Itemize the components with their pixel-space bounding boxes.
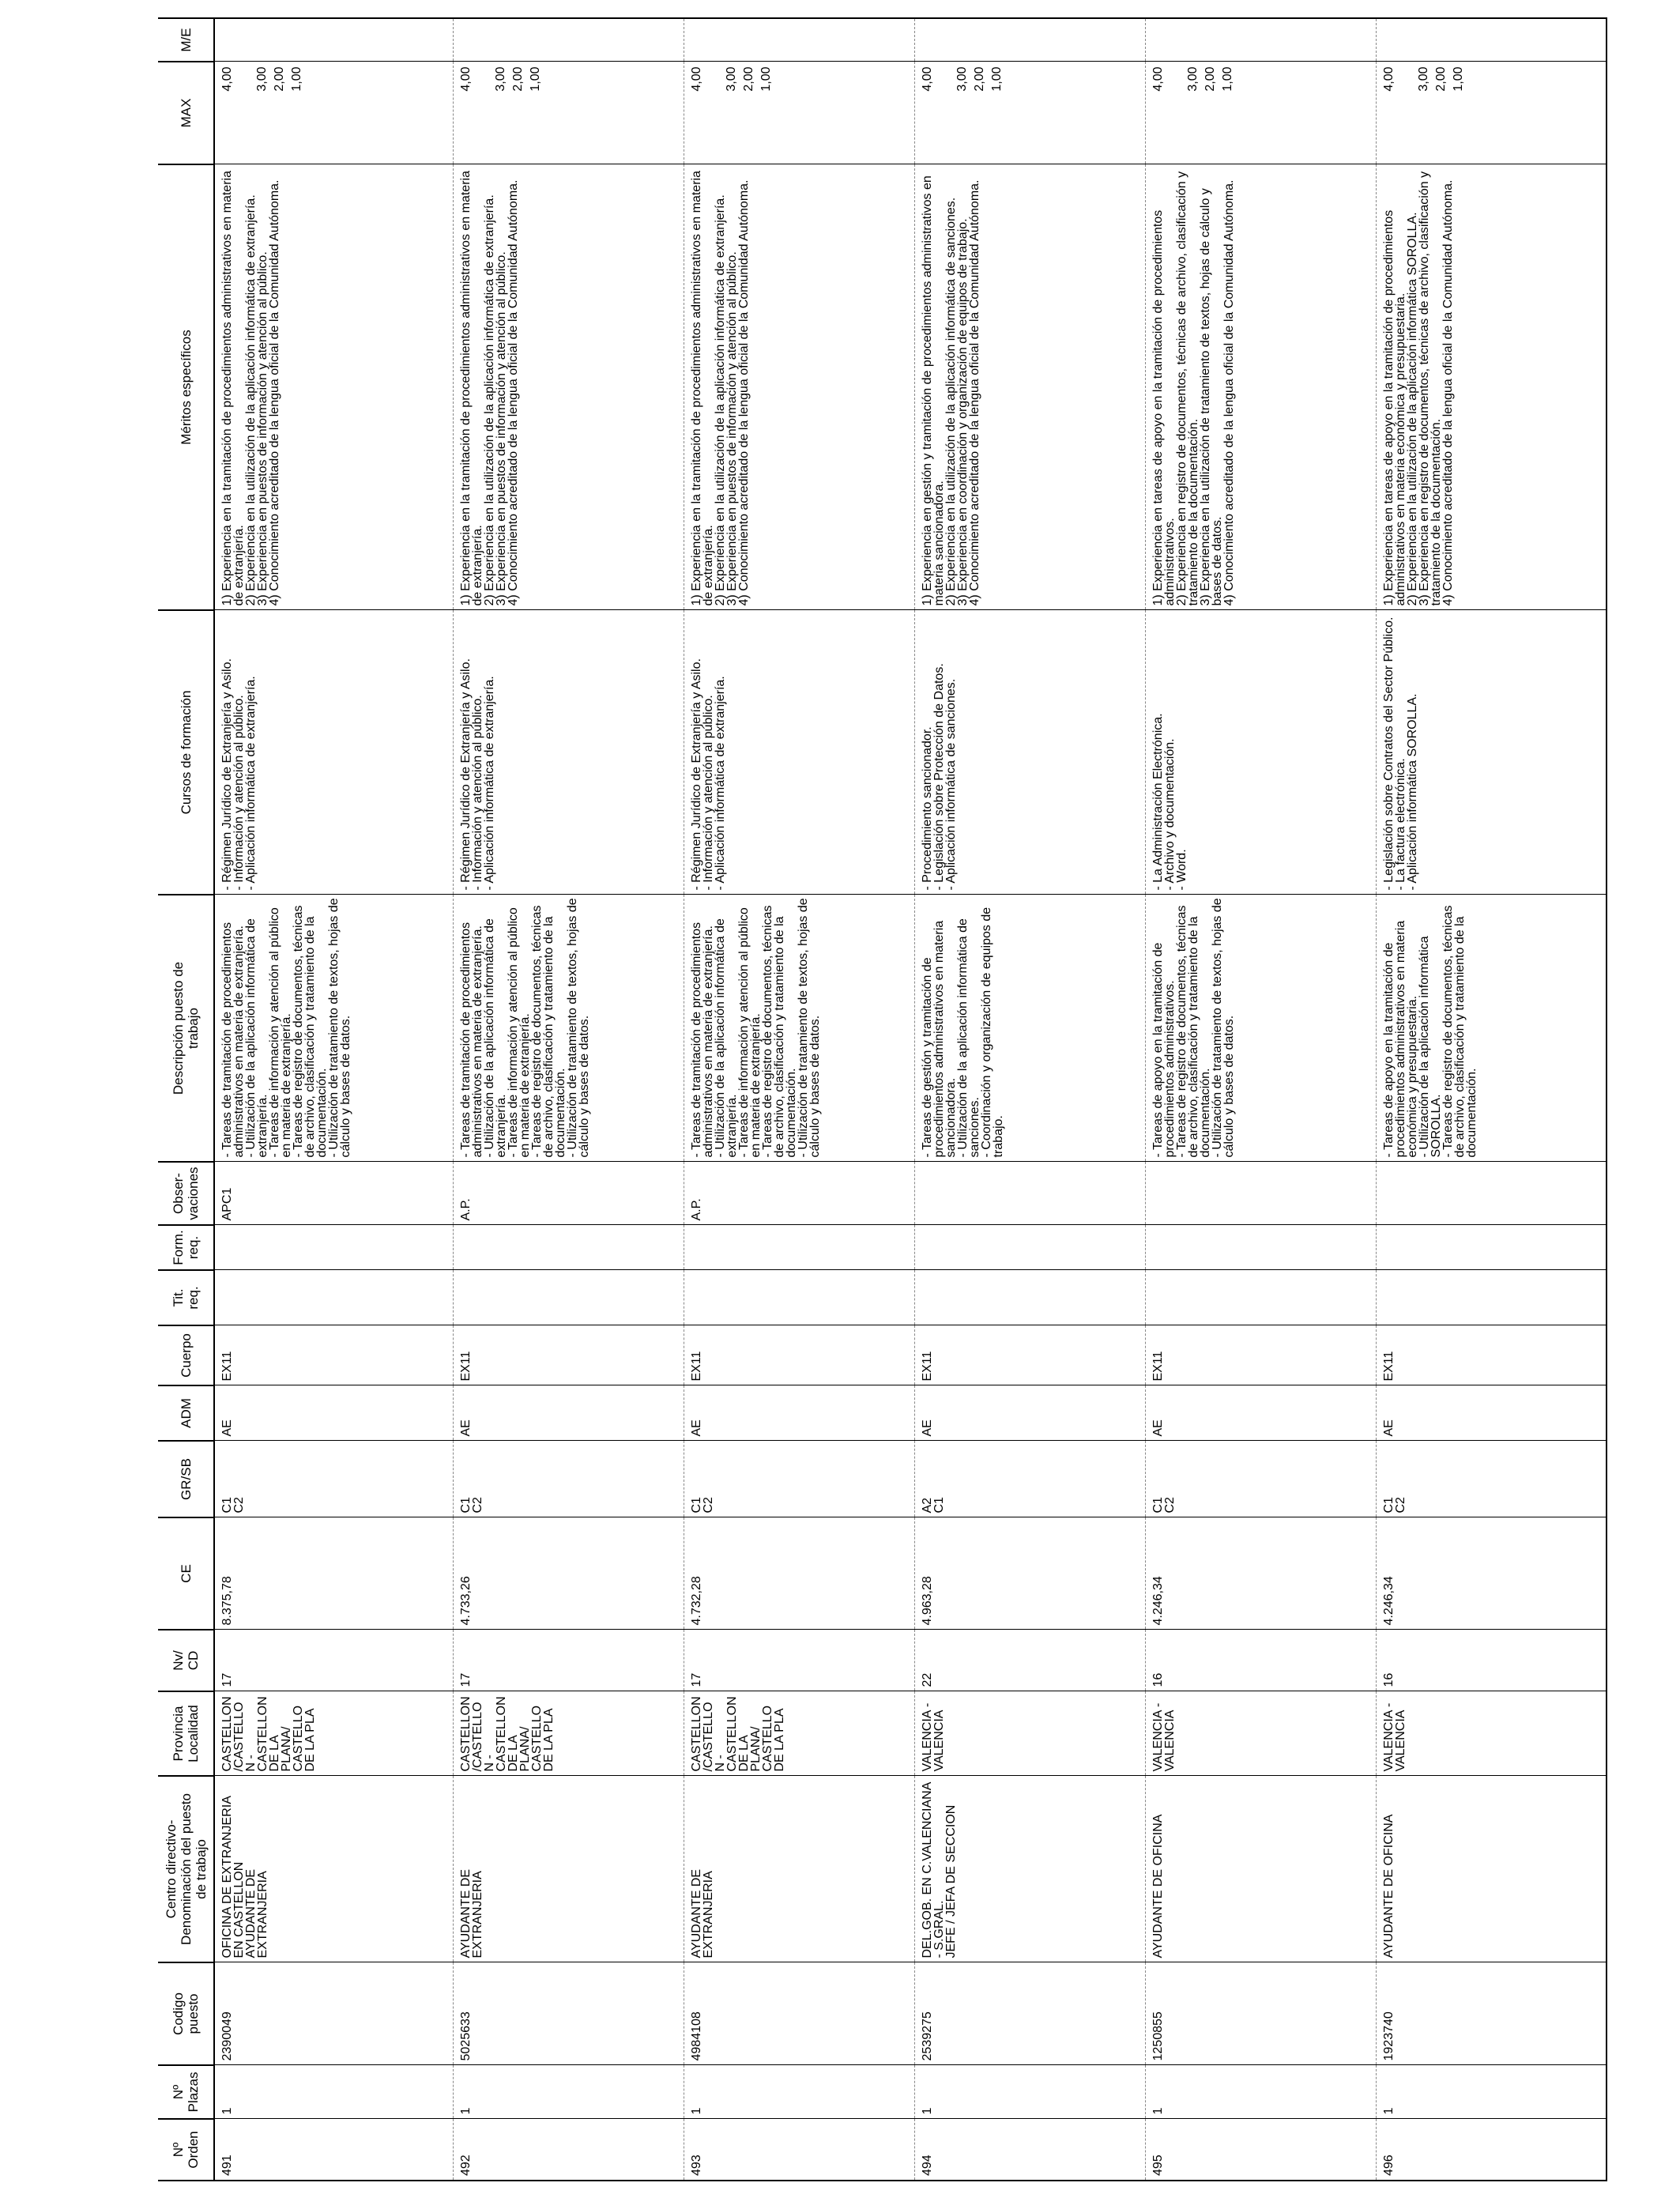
cell-nivel: 22 xyxy=(914,1630,1145,1691)
cell-nivel: 16 xyxy=(1145,1630,1376,1691)
cell-adm: AE xyxy=(1145,1385,1376,1441)
cell-max xyxy=(684,62,914,164)
cell-grsb: C1 C2 xyxy=(1145,1441,1376,1517)
cell-max xyxy=(1145,62,1376,164)
cell-cursos: - Régimen Jurídico de Extranjería y Asilo. - Información y atención al público. - Aplicación informática de extranjería. xyxy=(684,610,914,895)
cell-orden: 493 xyxy=(684,2119,914,2181)
cell-nivel: 17 xyxy=(684,1630,914,1691)
cell-form xyxy=(1145,1225,1376,1270)
cell-descripcion: - Tareas de tramitación de procedimientos administrativos en materia de extranjería. - Utilización de la aplicación informática de extranjería. - Tareas de información y atención al público en materia de extranjería. - Tareas de registro de documentos, técnicas de archivo, clasificación y tratamiento de la documentación. - Utilización de tratamiento de textos, hojas de cálculo y bases de datos. xyxy=(684,895,914,1162)
cell-plazas: 1 xyxy=(1145,2065,1376,2119)
cell-obs xyxy=(1376,1162,1607,1225)
cell-max xyxy=(214,62,453,164)
cell-max xyxy=(914,62,1145,164)
cell-descripcion: - Tareas de apoyo en la tramitación de procedimientos administrativos. - Tareas de registro de documentos, técnicas de archivo, clasificación y tratamiento de la documentación. - Utilización de tratamiento de textos, hojas de cálculo y bases de datos. xyxy=(1145,895,1376,1162)
cell-centro: AYUDANTE DE OFICINA xyxy=(1145,1776,1376,1962)
header-row xyxy=(158,18,214,2181)
cell-meritos: 1) Experiencia en tareas de apoyo en la tramitación de procedimientos administrativos. 2) Experiencia en registro de documentos, técnicas de archivo, clasificación y tratamiento de la documentación. 3) Experiencia en la utilización de tratamiento de textos, hojas de cálculo y bases de datos. 4) Conocimiento acreditado de la lengua oficial de la Comunidad Autónoma. xyxy=(1145,164,1376,610)
header-codigo: Codigo puesto xyxy=(158,1962,214,2065)
cell-meritos: 1) Experiencia en la tramitación de procedimientos administrativos en materia de extranjería. 2) Experiencia en la utilización de la aplicación informática de extranjería. 3) Experiencia en puestos de información y atención al público. 4) Conocimiento acreditado de la lengua oficial de la Comunidad Autónoma. xyxy=(684,164,914,610)
max-value: 2,00 xyxy=(273,66,286,92)
cell-orden: 491 xyxy=(214,2119,453,2181)
header-ce: CE xyxy=(158,1517,214,1630)
max-value: 3,00 xyxy=(724,66,738,92)
cell-cuerpo: EX11 xyxy=(1145,1325,1376,1385)
cell-cuerpo: EX11 xyxy=(1376,1325,1607,1385)
cell-plazas: 1 xyxy=(214,2065,453,2119)
cell-descripcion: - Tareas de apoyo en la tramitación de procedimientos administrativos en materia económica y presupuestaria. - Utilización de la aplicación informática SOROLLA. - Tareas de registro de documentos, técnicas de archivo, clasificación y tratamiento de la documentación. xyxy=(1376,895,1607,1162)
cell-orden: 494 xyxy=(914,2119,1145,2181)
cell-cursos: - Régimen Jurídico de Extranjería y Asilo. - Información y atención al público. - Aplicación informática de extranjería. xyxy=(453,610,684,895)
cell-provincia: VALENCIA - VALENCIA xyxy=(1145,1691,1376,1776)
cell-cursos: - La Administración Electrónica. - Archivo y documentación. - Word. xyxy=(1145,610,1376,895)
cell-tit xyxy=(453,1270,684,1325)
cell-form xyxy=(1376,1225,1607,1270)
cell-me xyxy=(1145,18,1376,62)
header-nivel: Nv/ CD xyxy=(158,1630,214,1691)
max-value: 2,00 xyxy=(510,66,525,92)
cell-me xyxy=(453,18,684,62)
max-value: 2,00 xyxy=(741,66,755,92)
cell-grsb: C1 C2 xyxy=(453,1441,684,1517)
cell-provincia: CASTELLON /CASTELLON - CASTELLON DE LA PLANA/ CASTELLO DE LA PLA xyxy=(214,1691,453,1776)
max-value: 3,00 xyxy=(1416,66,1430,92)
cell-tit xyxy=(214,1270,453,1325)
cell-adm: AE xyxy=(214,1385,453,1441)
header-cuerpo: Cuerpo xyxy=(158,1325,214,1385)
cell-ce: 8.375,78 xyxy=(214,1517,453,1630)
cell-centro: DEL.GOB. EN C.VALENCIANA - S.GRAL. JEFE / JEFA DE SECCION xyxy=(914,1776,1145,1962)
cell-form xyxy=(914,1225,1145,1270)
header-max: MAX xyxy=(158,62,214,164)
header-plazas: Nº Plazas xyxy=(158,2065,214,2119)
header-obs: Obser- vaciones xyxy=(158,1162,214,1225)
header-provincia: Provincia Localidad xyxy=(158,1691,214,1776)
max-value: 4,00 xyxy=(220,66,234,92)
cell-plazas: 1 xyxy=(453,2065,684,2119)
cell-codigo: 2390049 xyxy=(214,1962,453,2065)
cell-descripcion: - Tareas de gestión y tramitación de procedimientos administrativos en materia sancionadora. - Utilización de la aplicación informática de sanciones. - Coordinación y organización de equipos de trabajo. xyxy=(914,895,1145,1162)
cell-cursos: - Legislación sobre Contratos del Sector Público. - La factura electrónica. - Aplicación informática SOROLLA. xyxy=(1376,610,1607,895)
cell-orden: 495 xyxy=(1145,2119,1376,2181)
cell-form xyxy=(214,1225,453,1270)
cell-max xyxy=(453,62,684,164)
max-value: 1,00 xyxy=(528,66,542,92)
cell-nivel: 17 xyxy=(453,1630,684,1691)
cell-tit xyxy=(1145,1270,1376,1325)
cell-obs xyxy=(1145,1162,1376,1225)
cell-form xyxy=(684,1225,914,1270)
max-value: 4,00 xyxy=(689,66,703,92)
cell-codigo: 1250855 xyxy=(1145,1962,1376,2065)
max-value: 2,00 xyxy=(1433,66,1448,92)
cell-cuerpo: EX11 xyxy=(684,1325,914,1385)
max-value: 3,00 xyxy=(1185,66,1200,92)
header-centro: Centro directivo- Denominación del puesto de trabajo xyxy=(158,1776,214,1962)
cell-tit xyxy=(684,1270,914,1325)
max-value: 2,00 xyxy=(972,66,986,92)
cell-max xyxy=(1376,62,1607,164)
cell-cursos: - Procedimiento sancionador. - Legislación sobre Protección de Datos. - Aplicación informática de sanciones. xyxy=(914,610,1145,895)
cell-me xyxy=(1376,18,1607,62)
max-value: 3,00 xyxy=(255,66,269,92)
cell-adm: AE xyxy=(1376,1385,1607,1441)
cell-provincia: CASTELLON /CASTELLON - CASTELLON DE LA PLANA/ CASTELLO DE LA PLA xyxy=(453,1691,684,1776)
header-me: M/E xyxy=(158,18,214,62)
cell-cuerpo: EX11 xyxy=(214,1325,453,1385)
cell-adm: AE xyxy=(684,1385,914,1441)
cell-centro: AYUDANTE DE EXTRANJERIA xyxy=(453,1776,684,1962)
cell-orden: 496 xyxy=(1376,2119,1607,2181)
cell-codigo: 4984108 xyxy=(684,1962,914,2065)
cell-me xyxy=(684,18,914,62)
max-value: 2,00 xyxy=(1203,66,1217,92)
cell-nivel: 17 xyxy=(214,1630,453,1691)
cell-provincia: CASTELLON /CASTELLON - CASTELLON DE LA PLANA/ CASTELLO DE LA PLA xyxy=(684,1691,914,1776)
header-orden: Nº Orden xyxy=(158,2119,214,2181)
cell-provincia: VALENCIA - VALENCIA xyxy=(1376,1691,1607,1776)
cell-obs: APC1 xyxy=(214,1162,453,1225)
cell-ce: 4.246,34 xyxy=(1376,1517,1607,1630)
max-value: 1,00 xyxy=(1451,66,1465,92)
cell-plazas: 1 xyxy=(914,2065,1145,2119)
cell-grsb: C1 C2 xyxy=(1376,1441,1607,1517)
max-value: 1,00 xyxy=(1220,66,1234,92)
positions-table xyxy=(158,17,1607,2181)
cell-grsb: C1 C2 xyxy=(684,1441,914,1517)
cell-me xyxy=(914,18,1145,62)
cell-tit xyxy=(1376,1270,1607,1325)
cell-centro: OFICINA DE EXTRANJERIA EN CASTELLON AYUDANTE DE EXTRANJERIA xyxy=(214,1776,453,1962)
max-value: 4,00 xyxy=(458,66,473,92)
max-value: 4,00 xyxy=(1381,66,1396,92)
cell-me xyxy=(214,18,453,62)
max-value: 1,00 xyxy=(759,66,773,92)
cell-nivel: 16 xyxy=(1376,1630,1607,1691)
cell-adm: AE xyxy=(914,1385,1145,1441)
cell-meritos: 1) Experiencia en tareas de apoyo en la tramitación de procedimientos administrativos en materia económica y presupuestaria. 2) Experiencia en la utilización de la aplicación informática SOROLLA. 3) Experiencia en registro de documentos, técnicas de archivo, clasificación y tratamiento de la documentación. 4) Conocimiento acreditado de la lengua oficial de la Comunidad Autónoma. xyxy=(1376,164,1607,610)
table-row xyxy=(914,18,1145,2181)
cell-obs xyxy=(914,1162,1145,1225)
max-value: 1,00 xyxy=(290,66,303,92)
max-value: 1,00 xyxy=(989,66,1004,92)
max-value: 3,00 xyxy=(493,66,507,92)
cell-cuerpo: EX11 xyxy=(453,1325,684,1385)
cell-form xyxy=(453,1225,684,1270)
cell-centro: AYUDANTE DE OFICINA xyxy=(1376,1776,1607,1962)
cell-provincia: VALENCIA - VALENCIA xyxy=(914,1691,1145,1776)
cell-descripcion: - Tareas de tramitación de procedimientos administrativos en materia de extranjería. - Utilización de la aplicación informática de extranjería. - Tareas de información y atención al público en materia de extranjería. - Tareas de registro de documentos, técnicas de archivo, clasificación y tratamiento de la documentación. - Utilización de tratamiento de textos, hojas de cálculo y bases de datos. xyxy=(453,895,684,1162)
table-row xyxy=(1376,18,1607,2181)
cell-centro: AYUDANTE DE EXTRANJERIA xyxy=(684,1776,914,1962)
max-value: 3,00 xyxy=(955,66,969,92)
cell-cursos: - Régimen Jurídico de Extranjería y Asilo. - Información y atención al público. - Aplicación informática de extranjería. xyxy=(214,610,453,895)
cell-grsb: A2 C1 xyxy=(914,1441,1145,1517)
max-value: 4,00 xyxy=(920,66,934,92)
cell-codigo: 2539275 xyxy=(914,1962,1145,2065)
header-grsb: GR/SB xyxy=(158,1441,214,1517)
cell-orden: 492 xyxy=(453,2119,684,2181)
header-cursos: Cursos de formación xyxy=(158,610,214,895)
cell-adm: AE xyxy=(453,1385,684,1441)
cell-cuerpo: EX11 xyxy=(914,1325,1145,1385)
cell-codigo: 1923740 xyxy=(1376,1962,1607,2065)
cell-meritos: 1) Experiencia en la tramitación de procedimientos administrativos en materia de extranjería. 2) Experiencia en la utilización de la aplicación informática de extranjería. 3) Experiencia en puestos de información y atención al público. 4) Conocimiento acreditado de la lengua oficial de la Comunidad Autónoma. xyxy=(453,164,684,610)
header-meritos: Méritos específicos xyxy=(158,164,214,610)
table-row xyxy=(684,18,914,2181)
header-descripcion: Descripción puesto de trabajo xyxy=(158,895,214,1162)
header-tit: Tit. req. xyxy=(158,1270,214,1325)
cell-meritos: 1) Experiencia en gestión y tramitación de procedimientos administrativos en materia sancionadora. 2) Experiencia en la utilización de la aplicación informática de sanciones. 3) Experiencia en coordinación y organización de equipos de trabajo. 4) Conocimiento acreditado de la lengua oficial de la Comunidad Autónoma. xyxy=(914,164,1145,610)
cell-plazas: 1 xyxy=(1376,2065,1607,2119)
cell-ce: 4.733,26 xyxy=(453,1517,684,1630)
header-form: Form. req. xyxy=(158,1225,214,1270)
table-row xyxy=(453,18,684,2181)
cell-ce: 4.963,28 xyxy=(914,1517,1145,1630)
cell-ce: 4.246,34 xyxy=(1145,1517,1376,1630)
table-row xyxy=(214,18,453,2181)
cell-meritos: 1) Experiencia en la tramitación de procedimientos administrativos en materia de extranjería. 2) Experiencia en la utilización de la aplicación informática de extranjería. 3) Experiencia en puestos de información y atención al público. 4) Conocimiento acreditado de la lengua oficial de la Comunidad Autónoma. xyxy=(214,164,453,610)
cell-obs: A.P. xyxy=(684,1162,914,1225)
cell-codigo: 5025633 xyxy=(453,1962,684,2065)
max-value: 4,00 xyxy=(1151,66,1165,92)
cell-ce: 4.732,28 xyxy=(684,1517,914,1630)
cell-grsb: C1 C2 xyxy=(214,1441,453,1517)
cell-tit xyxy=(914,1270,1145,1325)
header-adm: ADM xyxy=(158,1385,214,1441)
cell-obs: A.P. xyxy=(453,1162,684,1225)
cell-descripcion: - Tareas de tramitación de procedimientos administrativos en materia de extranjería. - Utilización de la aplicación informática de extranjería. - Tareas de información y atención al público en materia de extranjería. - Tareas de registro de documentos, técnicas de archivo, clasificación y tratamiento de la documentación. - Utilización de tratamiento de textos, hojas de cálculo y bases de datos. xyxy=(214,895,453,1162)
cell-plazas: 1 xyxy=(684,2065,914,2119)
table-row xyxy=(1145,18,1376,2181)
